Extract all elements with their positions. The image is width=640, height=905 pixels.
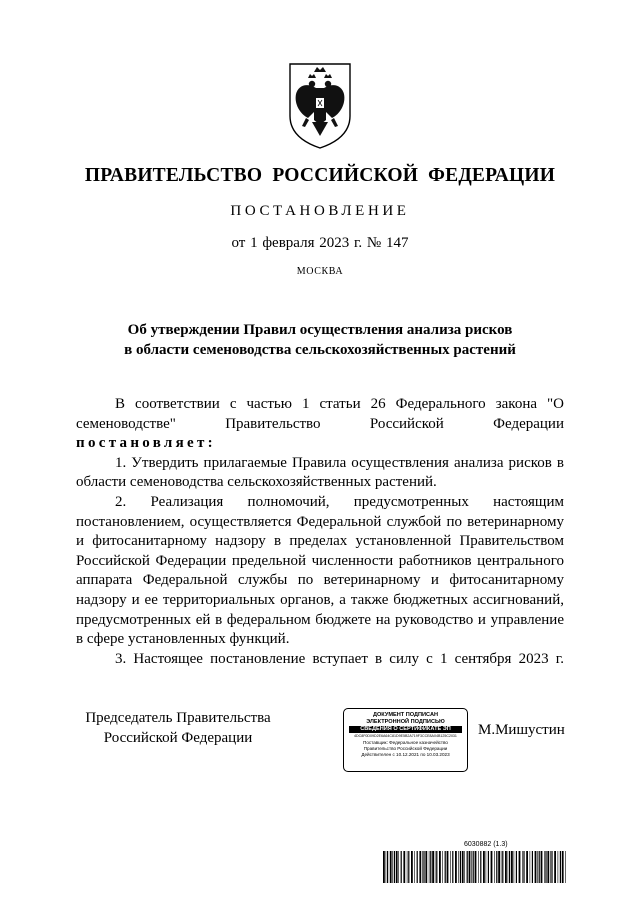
stamp-owner: Правительство Российской Федерации: [363, 745, 448, 751]
item-3-paragraph: 3. Настоящее постановление вступает в силу с 1 сентября 2023 г.: [115, 650, 564, 667]
document-body: [76, 395, 564, 669]
document-code: 6030882 (1.3): [464, 841, 508, 848]
stamp-serial: 4DC8F0D09D2E6A64C81D9E5B2A719F3CCE8A04B125C2031: [354, 734, 457, 738]
state-emblem-icon: [284, 60, 356, 150]
signatory-position-line-2: Российской Федерации: [103, 730, 253, 746]
signatory-position: [78, 708, 278, 748]
electronic-signature-stamp: [343, 708, 468, 772]
item-1-paragraph: 1. Утвердить прилагаемые Правила осуществления анализа рисков в области семеноводства сельскохозяйственных растений.: [76, 454, 564, 491]
resolves-word: постановляет:: [76, 435, 216, 452]
city: МОСКВА: [296, 266, 344, 277]
document-type: ПОСТАНОВЛЕНИЕ: [230, 203, 410, 219]
item-2-paragraph: 2. Реализация полномочий, предусмотренных настоящим постановлением, осуществляется Федеральной службой по ветеринарному и фитосанитарному надзору в пределах установленной Правительством Российской Федерации предельной численности работников центрального аппарата Федеральной службы по ветеринарному и фитосанитарному надзору и ее территориальных органов, а также бюджетных ассигнований, предусмотренных ей в федеральном бюджете на руководство и управление в сфере установленных функций.: [76, 493, 564, 648]
date-number-line: от 1 февраля 2023 г. № 147: [231, 235, 409, 251]
stamp-certificate-bar: СВЕДЕНИЯ О СЕРТИФИКАТЕ ЭП: [349, 726, 462, 733]
stamp-line-1: ДОКУМЕНТ ПОДПИСАН: [372, 712, 439, 718]
signatory-name: М.Мишустин: [478, 722, 565, 738]
signatory-position-line-1: Председатель Правительства: [85, 710, 271, 726]
stamp-supplier: Поставщик: Федеральное казначейство: [363, 739, 448, 745]
document-subject: [0, 320, 640, 360]
government-title: ПРАВИТЕЛЬСТВО РОССИЙСКОЙ ФЕДЕРАЦИИ: [84, 165, 556, 186]
subject-line-1: Об утверждении Правил осуществления анализа рисков: [127, 322, 513, 338]
subject-line-2: в области семеноводства сельскохозяйственных растений: [124, 342, 516, 358]
stamp-line-2: ЭЛЕКТРОННОЙ ПОДПИСЬЮ: [366, 718, 445, 725]
barcode-icon: [383, 851, 567, 883]
preamble-paragraph: В соответствии с частью 1 статьи 26 Федерального закона "О семеноводстве" Правительство Российской Федерации: [76, 396, 564, 432]
stamp-validity: Действителен с 10.12.2021 по 10.03.2023: [361, 751, 450, 757]
